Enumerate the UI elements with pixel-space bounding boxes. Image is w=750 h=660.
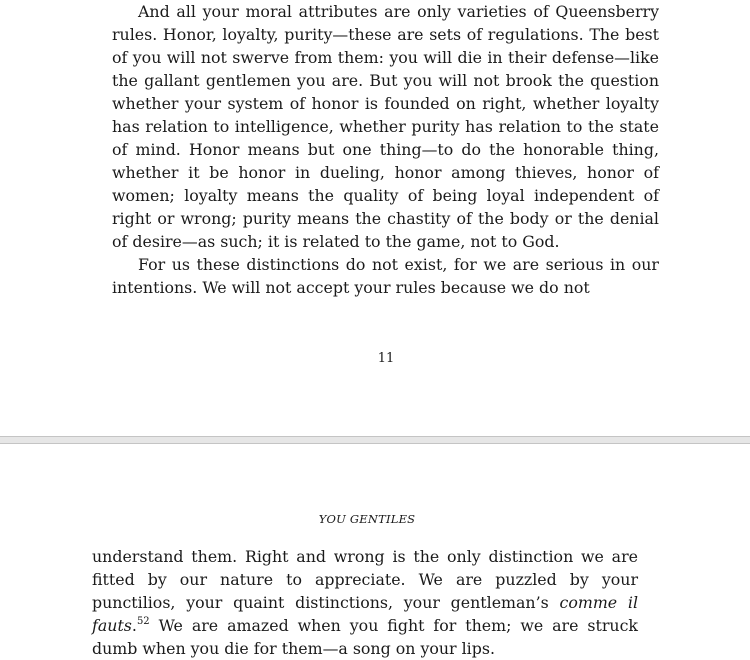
footnote-marker[interactable]: 52	[136, 615, 150, 627]
text-after-footnote: We are amazed when you fight for them; we are struck dumb when you die for them—a song on your lips.	[92, 616, 638, 658]
page-separator	[0, 436, 750, 444]
italic-phrase: comme il fauts	[92, 593, 638, 635]
paragraph-distinctions: For us these distinctions do not exist, for we are serious in our intentions. We will not accept your rules because we do not	[112, 255, 659, 297]
paragraph-honor: And all your moral attributes are only varieties of Queensberry rules. Honor, loyalty, purity—these are sets of regulations. The best of you will not swerve from them: you will die in their defense—like the gallant gentlemen you are. But you will not brook the question whether your system of honor is founded on right, whether loyalty has relation to intelligence, whether purity has relation to the state of mind. Honor means but one thing—to do the honorable thing, whether it be honor in dueling, honor among thieves, honor of women; loyalty means the quality of being loyal independent of right or wrong; purity means the chastity of the body or the denial of desire—as such; it is related to the game, not to God.	[112, 2, 659, 251]
upper-page-body	[112, 0, 659, 299]
period: .	[131, 616, 137, 635]
text-before-italic: understand them. Right and wrong is the only distinction we are fitted by our nature to appreciate. We are puzzled by your punctilios, your quaint distinctions, your gentleman’s	[92, 547, 638, 612]
paragraph-continuation	[92, 545, 638, 660]
running-head: YOU GENTILES	[318, 512, 416, 526]
lower-page-body	[92, 545, 638, 660]
page-number: 11	[377, 351, 395, 366]
